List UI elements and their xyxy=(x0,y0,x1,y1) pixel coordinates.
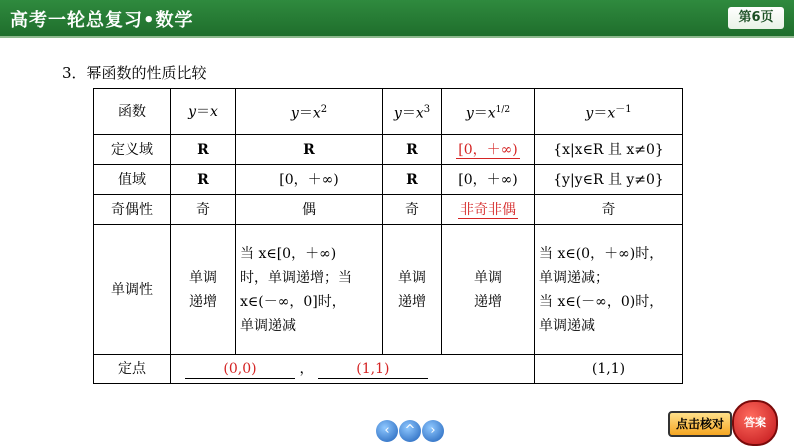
monotonic-line: 递增 xyxy=(474,293,502,310)
monotonic-line: 单调递减； xyxy=(539,269,609,286)
monotonic-line: 时，单调递增；当 xyxy=(240,269,352,286)
parity-cell: 偶 xyxy=(236,195,383,225)
header-divider xyxy=(0,36,794,38)
range-cell: [0，＋∞) xyxy=(442,165,535,195)
domain-answer: [0，＋∞) xyxy=(458,141,518,158)
check-answer-button[interactable]: 点击核对 xyxy=(668,411,732,437)
func-header-x2: $y=x^2$ xyxy=(236,89,383,135)
parity-cell: 奇 xyxy=(535,195,683,225)
monotonic-cell xyxy=(236,225,383,355)
table-row-fixed-point xyxy=(94,355,683,384)
monotonic-line: 单调递减 xyxy=(539,317,595,334)
monotonic-line: 当 x∈(－∞，0)时， xyxy=(539,293,664,310)
header-title: 高考一轮总复习•数学 xyxy=(10,10,194,31)
func-header-x3: $y=x^3$ xyxy=(383,89,442,135)
next-page-button[interactable]: › xyxy=(422,420,444,442)
range-cell: R xyxy=(383,165,442,195)
row-label: 值域 xyxy=(94,165,171,195)
row-label: 单调性 xyxy=(94,225,171,355)
range-cell: {y|y∈R 且 y≠0} xyxy=(535,165,683,195)
monotonic-line: 单调 xyxy=(189,269,217,286)
answer-button[interactable]: 答案 xyxy=(732,400,778,446)
fixed-point-cell: (1,1) xyxy=(535,355,683,384)
row-label: 奇偶性 xyxy=(94,195,171,225)
table-row-parity xyxy=(94,195,683,225)
fixed-point-blanks xyxy=(171,355,535,384)
monotonic-cell xyxy=(535,225,683,355)
monotonic-line: 递增 xyxy=(398,293,426,310)
monotonic-line: 当 x∈(0，＋∞)时， xyxy=(539,245,664,262)
parity-cell: 奇 xyxy=(171,195,236,225)
home-button[interactable]: ^ xyxy=(399,420,421,442)
parity-answer: 非奇非偶 xyxy=(460,201,516,218)
range-cell: [0，＋∞) xyxy=(236,165,383,195)
power-function-table xyxy=(93,88,683,384)
header-bar xyxy=(0,0,794,36)
func-header-x: y＝x xyxy=(171,89,236,135)
prev-page-button[interactable]: ‹ xyxy=(376,420,398,442)
page-number-badge: 第6页 xyxy=(728,7,784,29)
monotonic-line: 当 x∈[0，＋∞) xyxy=(240,245,337,262)
domain-cell xyxy=(442,135,535,165)
monotonic-line: x∈(－∞，0]时， xyxy=(240,293,346,310)
monotonic-line: 单调 xyxy=(398,269,426,286)
row-label: 定点 xyxy=(94,355,171,384)
func-header-inverse: $y=x^{-1}$ xyxy=(535,89,683,135)
domain-cell: R xyxy=(236,135,383,165)
parity-cell: 奇 xyxy=(383,195,442,225)
fixed-point-blank-1: (0,0) xyxy=(185,360,295,379)
func-header-sqrt: $y=x^{1/2}$ xyxy=(442,89,535,135)
row-label: 定义域 xyxy=(94,135,171,165)
domain-cell: R xyxy=(171,135,236,165)
fixed-point-separator: ， xyxy=(299,361,314,377)
monotonic-line: 递增 xyxy=(189,293,217,310)
monotonic-line: 单调递减 xyxy=(240,317,296,334)
section-title: 3．幂函数的性质比较 xyxy=(62,64,207,82)
domain-cell: R xyxy=(383,135,442,165)
fixed-point-blank-2: (1,1) xyxy=(318,360,428,379)
table-row-domain xyxy=(94,135,683,165)
domain-cell: {x|x∈R 且 x≠0} xyxy=(535,135,683,165)
table-row-range xyxy=(94,165,683,195)
monotonic-cell xyxy=(171,225,236,355)
monotonic-line: 单调 xyxy=(474,269,502,286)
col-header-function: 函数 xyxy=(94,89,171,135)
monotonic-cell xyxy=(442,225,535,355)
table-header-row xyxy=(94,89,683,135)
table-row-monotonic xyxy=(94,225,683,355)
monotonic-cell xyxy=(383,225,442,355)
parity-cell xyxy=(442,195,535,225)
range-cell: R xyxy=(171,165,236,195)
